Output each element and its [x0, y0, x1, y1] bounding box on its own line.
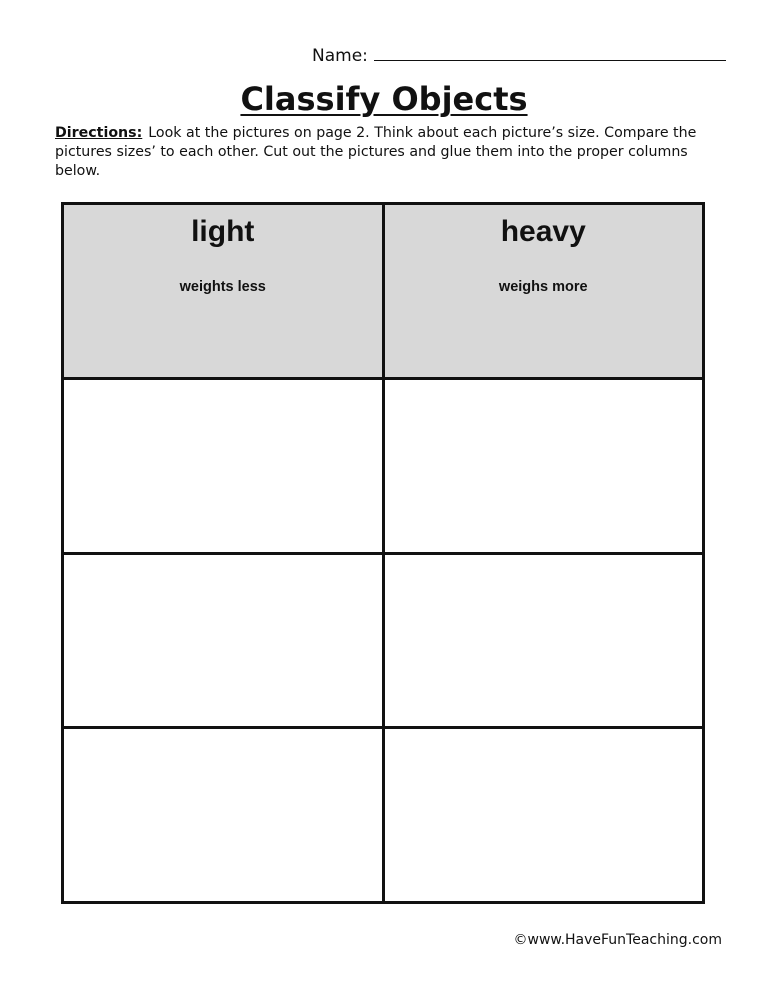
- directions-paragraph: [55, 124, 715, 181]
- column-title-heavy: heavy: [500, 215, 586, 248]
- table-row: [63, 553, 704, 728]
- column-subtitle-heavy: weighs more: [498, 279, 588, 295]
- header-row: [63, 204, 704, 379]
- column-title-light: light: [191, 215, 255, 248]
- glue-cell-heavy[interactable]: [383, 378, 704, 553]
- classification-table: [61, 202, 705, 904]
- glue-cell-light[interactable]: [63, 728, 384, 903]
- glue-cell-heavy[interactable]: [383, 553, 704, 728]
- directions-label: Directions:: [55, 125, 143, 141]
- table-row: [63, 728, 704, 903]
- column-subtitle-light: weights less: [179, 279, 266, 295]
- directions-text: Look at the pictures on page 2. Think about each picture’s size. Compare the pictures sizes’ to each other. Cut out the pictures and glue them into the proper columns below.: [55, 125, 697, 179]
- name-blank-line[interactable]: [374, 44, 726, 61]
- glue-cell-light[interactable]: [63, 378, 384, 553]
- column-header-light: [63, 204, 384, 379]
- column-header-heavy: [383, 204, 704, 379]
- table-row: [63, 378, 704, 553]
- glue-cell-heavy[interactable]: [383, 728, 704, 903]
- name-field[interactable]: [312, 44, 726, 66]
- copyright-footer: ©www.HaveFunTeaching.com: [513, 932, 722, 948]
- name-label: Name:: [312, 46, 368, 66]
- page-title: Classify Objects: [240, 80, 528, 118]
- glue-cell-light[interactable]: [63, 553, 384, 728]
